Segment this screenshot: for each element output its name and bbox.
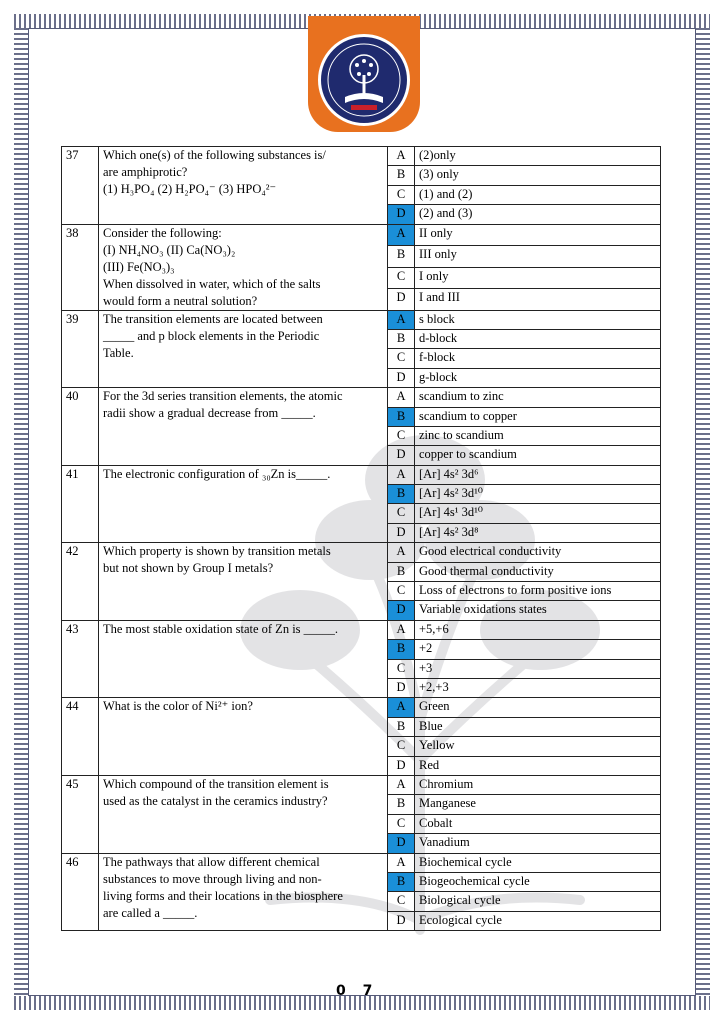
question-number: 42	[62, 543, 99, 621]
question-stem	[99, 853, 388, 931]
option-letter: B	[388, 795, 415, 814]
option-text: Biochemical cycle	[415, 853, 661, 872]
option-letter: A	[388, 147, 415, 166]
stem-line: _____ and p block elements in the Periodic	[103, 328, 320, 343]
option-text: +2	[415, 640, 661, 659]
option-letter: D	[388, 289, 415, 311]
question-number: 39	[62, 310, 99, 388]
option-letter: C	[388, 659, 415, 678]
option-letter: A	[388, 853, 415, 872]
stem-line: used as the catalyst in the ceramics industry?	[103, 793, 328, 808]
option-letter: C	[388, 426, 415, 445]
question-number: 41	[62, 465, 99, 543]
option-letter: A	[388, 775, 415, 794]
answer-letter-highlight: A	[388, 310, 415, 329]
stem-line: When dissolved in water, which of the salts	[103, 276, 321, 291]
answer-letter-highlight: B	[388, 640, 415, 659]
stem-line: are called a _____.	[103, 905, 198, 920]
stem-line: substances to move through living and non-	[103, 871, 322, 886]
stem-line: living forms and their locations in the biosphere	[103, 888, 343, 903]
option-letter: A	[388, 388, 415, 407]
question-stem	[99, 698, 388, 776]
option-letter: B	[388, 329, 415, 348]
answer-letter-highlight: D	[388, 834, 415, 853]
question-stem	[99, 775, 388, 853]
question-stem	[99, 388, 388, 466]
answer-letter-highlight: B	[388, 407, 415, 426]
option-letter: D	[388, 678, 415, 697]
option-text: Chromium	[415, 775, 661, 794]
option-letter: C	[388, 814, 415, 833]
option-letter: B	[388, 166, 415, 185]
answer-letter-highlight: D	[388, 601, 415, 620]
option-text: Green	[415, 698, 661, 717]
question-number: 43	[62, 620, 99, 698]
question-number: 46	[62, 853, 99, 931]
option-letter: C	[388, 504, 415, 523]
stem-line: The transition elements are located between	[103, 311, 323, 326]
stem-line: Which one(s) of the following substances is/	[103, 148, 326, 162]
option-letter: D	[388, 911, 415, 930]
answer-letter-highlight: A	[388, 224, 415, 246]
option-text: (3) only	[415, 166, 661, 185]
option-row	[62, 853, 661, 872]
option-text: scandium to zinc	[415, 388, 661, 407]
option-text: I and III	[415, 289, 661, 311]
option-text: d-block	[415, 329, 661, 348]
option-text: Cobalt	[415, 814, 661, 833]
option-letter: B	[388, 246, 415, 268]
page-number: 0 7	[336, 983, 379, 999]
stem-line: For the 3d series transition elements, the atomic	[103, 389, 343, 404]
question-stem	[99, 465, 388, 543]
option-row	[62, 775, 661, 794]
option-text: Red	[415, 756, 661, 775]
option-letter: A	[388, 620, 415, 639]
question-stem	[99, 620, 388, 698]
option-text: Biological cycle	[415, 892, 661, 911]
option-letter: D	[388, 446, 415, 465]
question-stem	[99, 147, 388, 225]
option-letter: C	[388, 267, 415, 289]
option-row	[62, 698, 661, 717]
question-stem	[99, 310, 388, 388]
option-text: Blue	[415, 717, 661, 736]
question-stem	[99, 543, 388, 621]
stem-line: would form a neutral solution?	[103, 293, 258, 308]
option-letter: C	[388, 737, 415, 756]
stem-line: radii show a gradual decrease from _____.	[103, 406, 316, 421]
option-text: [Ar] 4s² 3d¹⁰	[415, 485, 661, 504]
option-letter: C	[388, 349, 415, 368]
option-text: copper to scandium	[415, 446, 661, 465]
stem-line: Which compound of the transition element is	[103, 776, 329, 791]
question-table	[61, 146, 661, 931]
stem-line: are amphiprotic?	[103, 165, 188, 179]
question-number: 45	[62, 775, 99, 853]
option-text: (1) and (2)	[415, 185, 661, 204]
option-text: II only	[415, 224, 661, 246]
stem-line: The electronic configuration of ₃₀Zn is_____.	[103, 466, 331, 481]
option-text: Manganese	[415, 795, 661, 814]
option-text: scandium to copper	[415, 407, 661, 426]
option-text: Biogeochemical cycle	[415, 872, 661, 891]
option-letter: C	[388, 582, 415, 601]
stem-line: The pathways that allow different chemical	[103, 854, 320, 869]
option-letter: C	[388, 185, 415, 204]
option-text: I only	[415, 267, 661, 289]
option-text: Loss of electrons to form positive ions	[415, 582, 661, 601]
stem-line: (III) Fe(NO₃)₃	[103, 259, 175, 274]
option-letter: B	[388, 562, 415, 581]
option-letter: A	[388, 465, 415, 484]
option-text: f-block	[415, 349, 661, 368]
answer-letter-highlight: D	[388, 205, 415, 224]
option-letter: D	[388, 756, 415, 775]
option-text: +2,+3	[415, 678, 661, 697]
stem-line: (I) NH₄NO₃ (II) Ca(NO₃)₂	[103, 242, 236, 257]
logo	[308, 16, 420, 132]
option-text: Good thermal conductivity	[415, 562, 661, 581]
option-text: (2)only	[415, 147, 661, 166]
stem-line: but not shown by Group I metals?	[103, 561, 274, 576]
stem-line: What is the color of Ni²⁺ ion?	[103, 699, 253, 714]
option-row	[62, 465, 661, 484]
option-text: Vanadium	[415, 834, 661, 853]
option-row	[62, 620, 661, 639]
option-text: Yellow	[415, 737, 661, 756]
option-text: s block	[415, 310, 661, 329]
stem-line: Consider the following:	[103, 225, 222, 240]
option-letter: A	[388, 543, 415, 562]
option-text: zinc to scandium	[415, 426, 661, 445]
answer-letter-highlight: B	[388, 485, 415, 504]
answer-letter-highlight: B	[388, 872, 415, 891]
question-number: 38	[62, 224, 99, 310]
option-row	[62, 310, 661, 329]
option-text: [Ar] 4s² 3d⁶	[415, 465, 661, 484]
option-row	[62, 224, 661, 246]
option-letter: D	[388, 368, 415, 387]
stem-line: Table.	[103, 345, 134, 360]
option-text: Good electrical conductivity	[415, 543, 661, 562]
stem-line: (1) H₃PO₄ (2) H₂PO₄⁻ (3) HPO₄²⁻	[103, 182, 277, 196]
option-letter: D	[388, 523, 415, 542]
option-text: +5,+6	[415, 620, 661, 639]
option-row	[62, 388, 661, 407]
option-text: Ecological cycle	[415, 911, 661, 930]
option-letter: C	[388, 892, 415, 911]
question-stem	[99, 224, 388, 310]
option-letter: B	[388, 717, 415, 736]
option-text: (2) and (3)	[415, 205, 661, 224]
option-row	[62, 147, 661, 166]
option-text: [Ar] 4s¹ 3d¹⁰	[415, 504, 661, 523]
stem-line: The most stable oxidation state of Zn is _____.	[103, 621, 339, 636]
question-number: 40	[62, 388, 99, 466]
option-text: g-block	[415, 368, 661, 387]
option-row	[62, 543, 661, 562]
option-text: III only	[415, 246, 661, 268]
question-number: 37	[62, 147, 99, 225]
stem-line: Which property is shown by transition metals	[103, 544, 331, 559]
option-text: [Ar] 4s² 3d⁸	[415, 523, 661, 542]
option-text: +3	[415, 659, 661, 678]
option-text: Variable oxidations states	[415, 601, 661, 620]
answer-letter-highlight: A	[388, 698, 415, 717]
question-number: 44	[62, 698, 99, 776]
